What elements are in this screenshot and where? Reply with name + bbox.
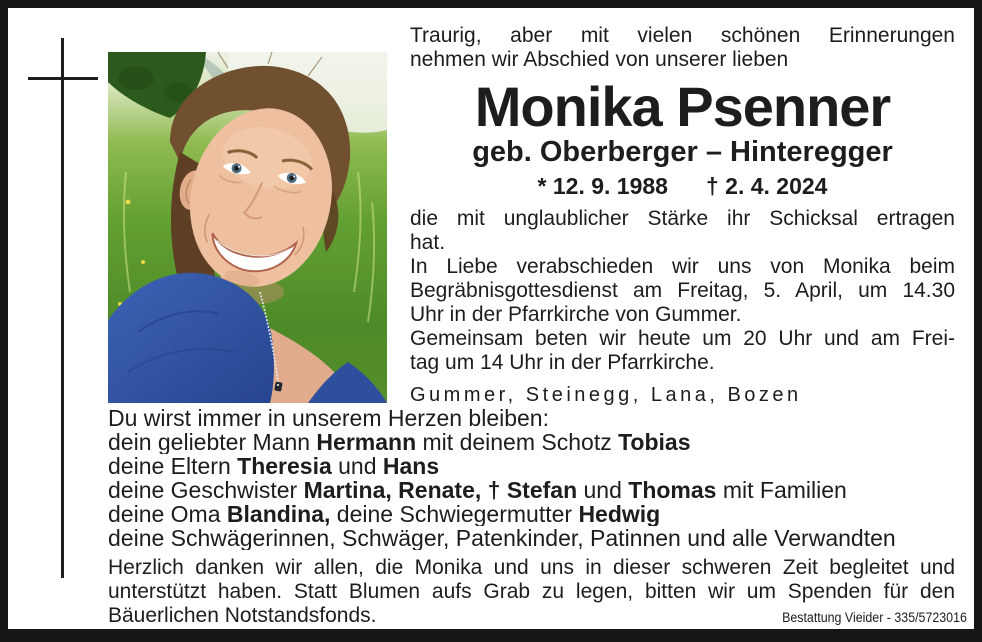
text-line: deine Oma Blandina, deine Schwiegermutter Hedwig	[108, 502, 661, 526]
birth-date: * 12. 9. 1988	[537, 173, 668, 199]
farewell-heading: Du wirst immer in unserem Herzen bleiben:	[108, 406, 549, 430]
places-line: Gummer, Steinegg, Lana, Bozen	[410, 384, 802, 406]
family-section	[108, 406, 955, 628]
text-line: Uhr in der Pfarrkirche von Gummer.	[410, 303, 742, 326]
condolence-paragraph-3	[410, 327, 955, 375]
family-list	[108, 430, 955, 550]
text-line: deine Schwägerinnen, Schwäger, Patenkinder, Patinnen und alle Verwandten	[108, 526, 896, 550]
obituary-paper	[8, 8, 974, 629]
text-line: deine Geschwister Martina, Renate, † Stefan und Thomas mit Familien	[108, 478, 847, 502]
text-line: Gemeinsam beten wir heute um 20 Uhr und am Frei-	[410, 327, 955, 350]
mourning-cross-icon-bar	[28, 77, 98, 80]
death-date: † 2. 4. 2024	[705, 173, 828, 199]
mourning-cross-icon	[61, 38, 64, 578]
text-line: Bäuerlichen Notstandsfonds.	[108, 604, 377, 627]
text-line: In Liebe verabschieden wir uns von Monika beim	[410, 255, 955, 278]
text-line: Herzlich danken wir allen, die Monika und uns in dieser schweren Zeit begleitet und	[108, 556, 955, 579]
condolence-paragraph-2	[410, 255, 955, 327]
text-line: dein geliebter Mann Hermann mit deinem Schotz Tobias	[108, 430, 691, 454]
text-line: unterstützt haben. Statt Blumen aufs Grab zu legen, bitten wir um Spenden für den	[108, 580, 955, 603]
deceased-name: Monika Psenner	[474, 75, 891, 138]
text-line: Begräbnisgottesdienst am Freitag, 5. April, um 14.30	[410, 279, 955, 302]
intro-paragraph	[410, 24, 955, 72]
text-line: hat.	[410, 231, 446, 254]
text-line: die mit unglaublicher Stärke ihr Schicksal ertragen	[410, 207, 955, 230]
text-line: Traurig, aber mit vielen schönen Erinnerungen	[410, 24, 955, 47]
maiden-name: geb. Oberberger – Hinteregger	[472, 136, 893, 168]
text-line: deine Eltern Theresia und Hans	[108, 454, 440, 478]
portrait-photo	[108, 52, 387, 403]
life-dates	[410, 173, 955, 199]
text-line: tag um 14 Uhr in der Pfarrkirche.	[410, 351, 715, 374]
text-line: nehmen wir Abschied von unserer lieben	[410, 48, 789, 71]
notice-right-column	[410, 24, 955, 407]
funeral-service-credit: Bestattung Vieider - 335/5723016	[782, 610, 967, 625]
condolence-paragraph-1	[410, 207, 955, 255]
